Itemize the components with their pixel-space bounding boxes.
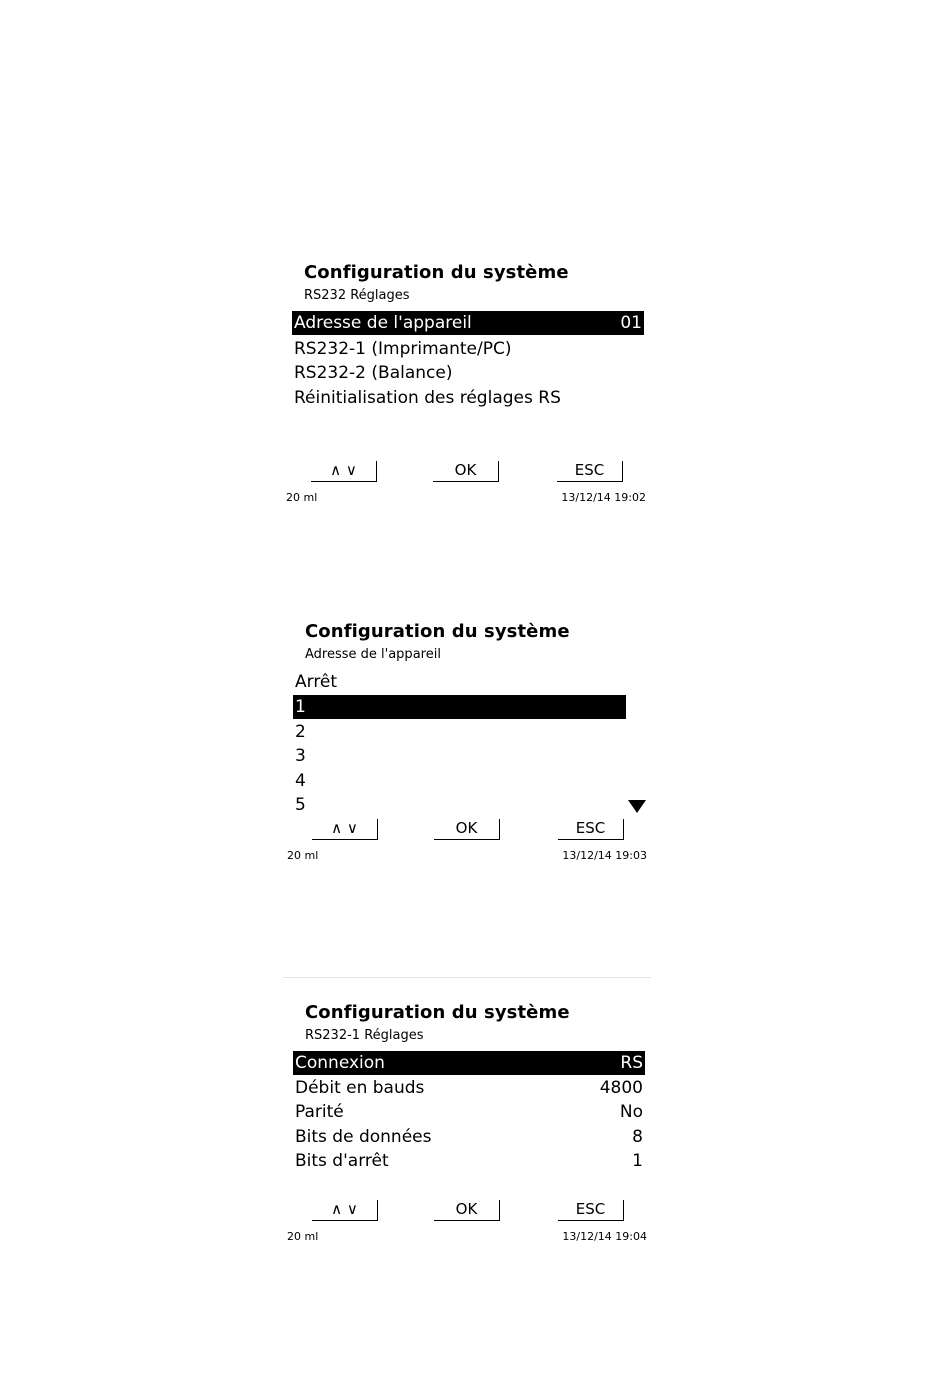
volume-status: 20 ml [287, 849, 319, 862]
list-item-label: Arrêt [295, 672, 338, 692]
screen-subtitle: RS232-1 Réglages [305, 1028, 424, 1043]
list-item-2[interactable] [293, 720, 627, 744]
menu-item-label: RS232-2 (Balance) [294, 363, 453, 383]
nav-up-down-button[interactable]: ∧ ∨ [311, 461, 377, 482]
setting-value: No [619, 1102, 643, 1122]
setting-value: 8 [632, 1127, 643, 1147]
screen-subtitle: RS232 Réglages [304, 288, 410, 303]
menu-item-label: Réinitialisation des réglages RS [294, 388, 561, 408]
screen-rs232-1-settings [287, 1002, 649, 1252]
setting-stop-bits[interactable] [293, 1149, 645, 1173]
screen-subtitle: Adresse de l'appareil [305, 647, 441, 662]
screen-rs232-settings [286, 262, 648, 512]
setting-value: 4800 [599, 1078, 643, 1098]
list-item-5[interactable] [293, 793, 627, 817]
datetime-status: 13/12/14 19:02 [561, 491, 646, 504]
menu-item-rs232-2[interactable] [292, 361, 644, 385]
list-item-off[interactable] [293, 670, 627, 694]
screen-title: Configuration du système [304, 262, 569, 283]
setting-connection[interactable] [293, 1051, 645, 1075]
esc-button[interactable]: ESC [558, 1200, 624, 1221]
list-item-label: 2 [295, 722, 306, 742]
setting-data-bits[interactable] [293, 1125, 645, 1149]
ok-button[interactable]: OK [434, 1200, 500, 1221]
setting-label: Parité [295, 1102, 344, 1122]
list-item-label: 4 [295, 771, 306, 791]
setting-label: Bits d'arrêt [295, 1151, 389, 1171]
datetime-status: 13/12/14 19:04 [562, 1230, 647, 1243]
menu-item-device-address[interactable] [292, 311, 644, 335]
volume-status: 20 ml [286, 491, 318, 504]
list-item-1[interactable] [293, 695, 626, 719]
setting-value: RS [620, 1053, 643, 1073]
list-item-4[interactable] [293, 769, 627, 793]
setting-label: Connexion [295, 1053, 385, 1073]
nav-up-down-button[interactable]: ∧ ∨ [312, 819, 378, 840]
list-item-label: 3 [295, 746, 306, 766]
esc-button[interactable]: ESC [558, 819, 624, 840]
ok-button[interactable]: OK [433, 461, 499, 482]
menu-item-label: RS232-1 (Imprimante/PC) [294, 339, 512, 359]
datetime-status: 13/12/14 19:03 [562, 849, 647, 862]
list-item-label: 1 [295, 697, 306, 717]
setting-value: 1 [632, 1151, 643, 1171]
setting-label: Débit en bauds [295, 1078, 425, 1098]
setting-label: Bits de données [295, 1127, 432, 1147]
nav-up-down-button[interactable]: ∧ ∨ [312, 1200, 378, 1221]
screen-device-address [287, 621, 649, 871]
menu-item-value: 01 [620, 313, 642, 333]
divider [283, 977, 651, 978]
setting-parity[interactable] [293, 1100, 645, 1124]
list-item-label: 5 [295, 795, 306, 815]
volume-status: 20 ml [287, 1230, 319, 1243]
ok-button[interactable]: OK [434, 819, 500, 840]
screen-title: Configuration du système [305, 621, 570, 642]
menu-item-label: Adresse de l'appareil [294, 313, 472, 333]
menu-item-reset-rs[interactable] [292, 386, 644, 410]
screen-title: Configuration du système [305, 1002, 570, 1023]
down-triangle-icon [628, 800, 646, 813]
list-item-3[interactable] [293, 744, 627, 768]
menu-item-rs232-1[interactable] [292, 337, 644, 361]
esc-button[interactable]: ESC [557, 461, 623, 482]
setting-baud-rate[interactable] [293, 1076, 645, 1100]
